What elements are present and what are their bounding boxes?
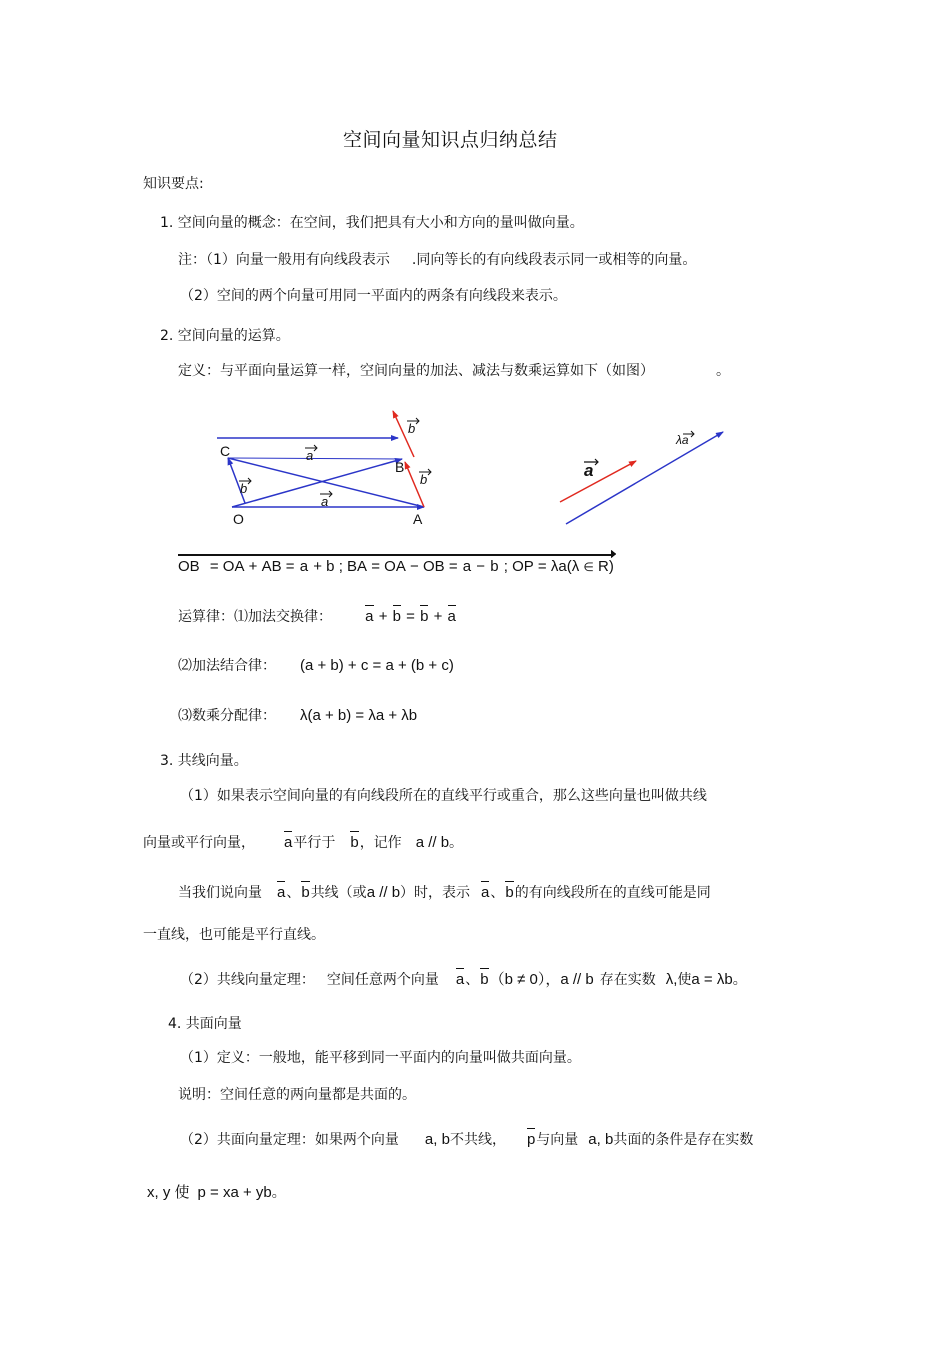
vec-a: a [284, 834, 293, 851]
text: 与向量 [536, 1132, 579, 1148]
vec-b: b [490, 558, 499, 575]
text: 。 [271, 1185, 286, 1201]
coplanar-theorem [180, 1131, 753, 1149]
vec-a: a [365, 608, 374, 625]
law-distributive-expr: λ(a + b) = λa + λb [300, 707, 418, 724]
vec-b: b [480, 971, 489, 988]
text: 当我们说向量 [178, 885, 262, 901]
vec-ob: OB [178, 558, 200, 575]
text: 空间任意两个向量 [326, 972, 439, 988]
label-vec-a-scalar: a [584, 461, 594, 480]
vector-cb [228, 458, 402, 459]
text: 、 [286, 885, 301, 901]
parallel-expr: a // b [560, 971, 594, 988]
semicolon: ; [338, 558, 343, 575]
vec-b: b [326, 558, 335, 575]
vec-b: b [420, 608, 429, 625]
operations-formula: OB = OA + AB = a + b ; BA = OA − OB = a − b ; OP = λa(λ ∈ R) [178, 558, 614, 575]
text: ，记作 [359, 835, 402, 851]
section-3-para-1: （1）如果表示空间向量的有向线段所在的直线平行或重合，那么这些向量也叫做共线 [180, 788, 707, 804]
law-distributive-label: ⑶数乘分配律： [178, 708, 276, 724]
section-2-definition [178, 362, 730, 380]
vec-a: a [558, 558, 567, 575]
eq: = [537, 558, 547, 575]
label-a: A [413, 511, 423, 527]
law-associative-expr: (a + b) + c = a + (b + c) [300, 657, 454, 674]
plus: + [248, 558, 258, 575]
text: 、 [490, 885, 505, 901]
vec-op: OP [512, 558, 534, 575]
text: 存在实数 [599, 972, 656, 988]
vec-b: b [505, 884, 514, 901]
intro-label: 知识要点: [143, 176, 204, 192]
eq: = [285, 558, 295, 575]
eq: = [448, 558, 458, 575]
vector-operations-figure [0, 400, 950, 540]
section-4-heading: 4. 共面向量 [168, 1016, 242, 1032]
section-1-heading: 1. 空间向量的概念：在空间，我们把具有大小和方向的量叫做向量。 [160, 215, 584, 231]
law-commutative [178, 608, 457, 626]
vec-a-b: a, b [424, 1131, 450, 1148]
label-vec-b-left: b [240, 481, 248, 496]
text: 共面的条件是存在实数 [613, 1132, 754, 1148]
label-o: O [233, 511, 244, 527]
law-associative [178, 657, 454, 675]
text: 的有向线段所在的直线可能是同 [514, 885, 711, 901]
section-3-heading: 3. 共线向量。 [160, 753, 248, 769]
text: 。 [449, 835, 464, 851]
law-distributive [178, 707, 417, 725]
vec-ab: AB [261, 558, 282, 575]
label-vec-a-top: a [306, 448, 314, 463]
text: 平行于 [293, 835, 336, 851]
vec-p: p [526, 1131, 536, 1148]
lambda: λ [550, 558, 559, 575]
vec-ba: BA [347, 558, 368, 575]
vec-a-b: a, b [588, 1131, 614, 1148]
section-3-para-1b [143, 834, 463, 852]
note-1-part-b: .同向等长的有向线段表示同一或相等的向量。 [411, 252, 697, 268]
section-1-note-2: （2）空间的两个向量可用同一平面内的两条有向线段来表示。 [180, 288, 567, 304]
text: （2）共线向量定理： [180, 972, 315, 988]
label-vec-b-right: b [420, 472, 428, 487]
minus: − [476, 558, 486, 575]
vec-a: a [481, 884, 490, 901]
eq: = [406, 608, 415, 625]
eq: = [371, 558, 380, 575]
vec-b: b [301, 884, 310, 901]
text: ）时，表示 [400, 885, 471, 901]
text: 不共线， [449, 1132, 506, 1148]
minus: − [410, 558, 419, 575]
definition-text: 定义：与平面向量运算一样，空间向量的加法、减法与数乘运算如下（如图） [178, 363, 654, 379]
vector-a-red [560, 461, 636, 502]
vec-a: a [299, 558, 309, 575]
nonzero-condition: （b ≠ 0）， [489, 971, 561, 988]
vec-a: a [447, 608, 456, 625]
parallel-expr: a // b [415, 834, 450, 851]
law-associative-label: ⑵加法结合律： [178, 658, 276, 674]
vec-oa: OA [384, 558, 406, 575]
plus: + [313, 558, 322, 575]
definition-end: 。 [716, 363, 730, 379]
section-2-heading: 2. 空间向量的运算。 [160, 328, 290, 344]
page-title: 空间向量知识点归纳总结 [343, 129, 558, 151]
vec-a: a [277, 884, 286, 901]
text: 共线（或 [310, 885, 367, 901]
text: （2）共面向量定理：如果两个向量 [180, 1132, 399, 1148]
section-1-note-1 [178, 251, 696, 269]
label-lambda-a: λa [676, 433, 689, 447]
lambda: λ, [665, 971, 678, 988]
vec-a: a [462, 558, 472, 575]
label-vec-a-bottom: a [321, 494, 329, 509]
section-3-para-2 [178, 884, 711, 902]
parallel-expr: a // b [366, 884, 401, 901]
section-3-para-3: 一直线，也可能是平行直线。 [143, 927, 325, 943]
vec-b: b [392, 608, 401, 625]
label-b: B [395, 459, 405, 475]
vec-b: b [350, 834, 359, 851]
vec-a: a [455, 971, 465, 988]
coplanar-expr: p = xa + yb [197, 1184, 272, 1201]
text: 。 [732, 972, 747, 988]
label-vec-b-top: b [408, 421, 416, 436]
collinear-expr: a = λb [691, 971, 733, 988]
coplanar-expression [147, 1184, 286, 1202]
text: 、 [465, 972, 480, 988]
section-4-definition: （1）定义：一般地，能平移到同一平面内的向量叫做共面向量。 [180, 1050, 581, 1066]
section-4-note: 说明：空间任意的两向量都是共面的。 [178, 1087, 416, 1103]
vec-ob: OB [422, 558, 445, 575]
text: x, y 使 [147, 1184, 190, 1201]
collinear-theorem [180, 971, 747, 989]
lambda: λ [571, 558, 580, 575]
plus: + [433, 608, 443, 625]
text: 向量或平行向量， [143, 835, 255, 851]
label-c: C [220, 443, 231, 459]
note-1-part-a: 注：（1）向量一般用有向线段表示 [178, 252, 390, 268]
text: 使 [677, 972, 692, 988]
vec-oa: OA [222, 558, 245, 575]
vector-ob [232, 459, 405, 507]
semicolon: ; [503, 558, 508, 575]
law-commutative-label: 运算律：⑴加法交换律： [178, 609, 332, 625]
eq: = [209, 558, 219, 575]
element-of: ∈ [583, 560, 594, 574]
plus: + [378, 608, 388, 625]
real-set: R [598, 558, 609, 575]
